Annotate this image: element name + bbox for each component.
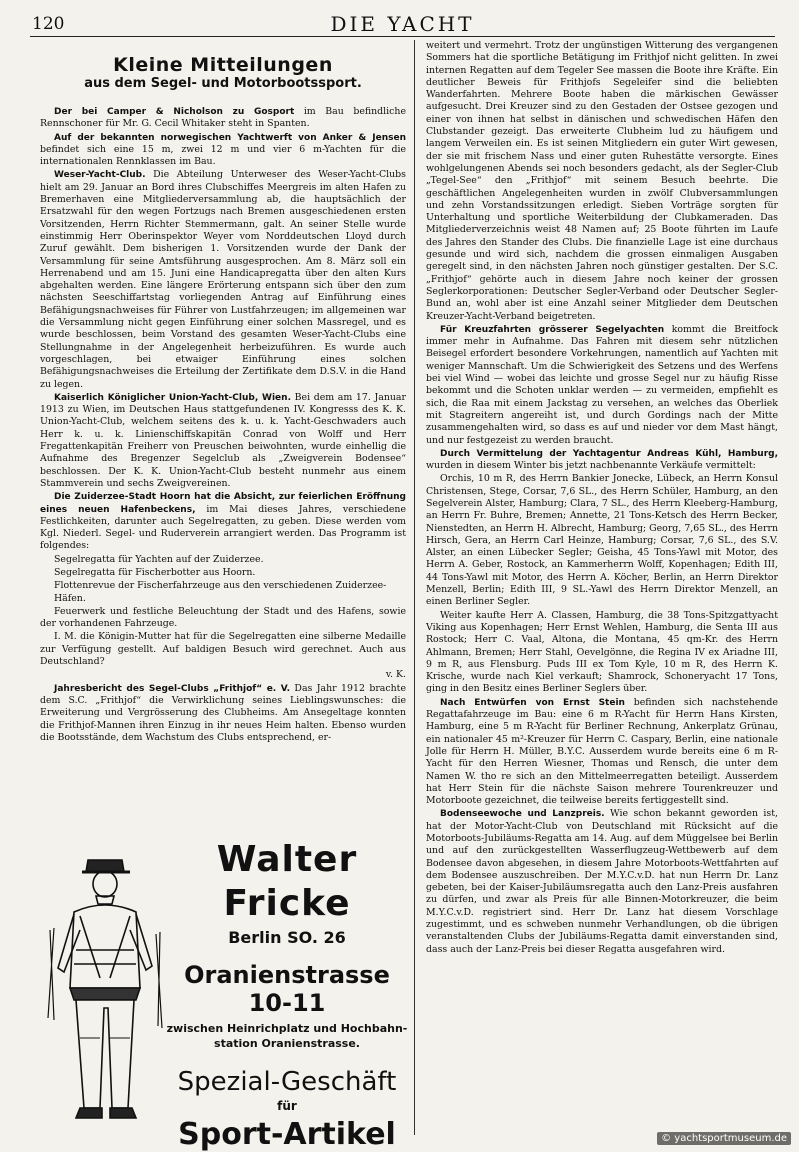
shop-goods: Sport-Artikel <box>178 1117 396 1152</box>
page-number: 120 <box>32 14 65 34</box>
paragraph-bodenseewoche <box>426 808 778 956</box>
signature: v. K. <box>385 669 406 681</box>
paragraph-text: wurden in diesem Winter bis jetzt nachbenannte Verkäufe vermittelt: <box>426 460 756 472</box>
running-title: DIE YACHT <box>330 12 475 36</box>
advertisement-text <box>162 836 412 1152</box>
paragraph-breitfock <box>426 324 778 447</box>
left-column <box>40 46 406 744</box>
paragraph-lead: Für Kreuzfahrten grösserer Segelyachten <box>440 324 665 335</box>
paragraph-text: Das Jahr 1912 brachte dem S.C. „Frithjof“ die Verwirklichung seines Lieblingswunsches: die Erweiterung und Vergrösserung des Clubheims. Am Ansegeltage konnten die Frithjof-Mannen ihren Einzug in ihr neues Heim halten. Ebenso wurden die Bootsstände, dem Wachstum des Clubs entsprechend, er- <box>40 682 406 743</box>
paragraph-lead: Bodenseewoche und Lanzpreis. <box>440 809 605 820</box>
paragraph-camper-nicholson <box>40 106 406 131</box>
location-line: station Oranienstrasse. <box>214 1037 360 1050</box>
column-divider <box>414 40 415 1135</box>
paragraph-ernst-stein <box>426 697 778 808</box>
article-title: Kleine Mitteilungen <box>113 54 333 76</box>
program-item: Flottenrevue der Fischerfahrzeuge aus den verschiedenen Zuiderzee-Häfen. <box>54 580 387 604</box>
paragraph-text: im Mai dieses Jahres, verschiedene Festlichkeiten, darunter auch Segelregatten, zu geben. Diese werden vom Kgl. Niederl. Segel- und Ruderverein arrangiert werden. Das Programm ist folgendes: <box>40 503 406 552</box>
program-item: Segelregatta für Fischerbotter aus Hoorn. <box>54 566 256 578</box>
advertisement <box>40 836 408 1152</box>
paragraph-text: Wie schon bekannt geworden ist, hat der Motor-Yacht-Club von Deutschland mit Rücksicht auf die Motorboots-Jubiläums-Regatta am 14. Aug. auf dem Müggelsee bei Berlin und auf den zurückgestellten Wasserflugzeug-Wettbewerb auf dem Bodensee davon abgesehen, in diesem Jahre Motorboots-Wettfahrten auf dem Bodensee auszuschreiben. Der M.Y.C.v.D. hat nun Herrn Dr. Lanz gebeten, bei der Kaiser-Jubiläumsregatta auch den Lanz-Preis ausfahren zu dürfen, und zwar als Preis für alle Binnen-Motorkreuzer, die beim M.Y.C.v.D. registriert sind. Herr Dr. Lanz hat diesem Vorschlage zugestimmt, und es schweben nunmehr Verhandlungen, ob die übrigen veranstaltenden Clubs der Jubiläums-Regatta damit einverstanden sind, dass auch der Lanz-Preis bei dieser Regatta ausgefahren wird. <box>426 808 778 955</box>
paragraph-anker-jensen <box>40 132 406 169</box>
location-line: zwischen Heinrichplatz und Hochbahn- <box>166 1022 408 1035</box>
paragraph-weser-yacht-club <box>40 169 406 390</box>
paragraph-frithjof-continued: weitert und vermehrt. Trotz der ungünstigen Witterung des vergangenen Sommers hat die sportliche Betätigung im Frithjof nicht gelitten. In zwei internen Regatten auf dem Tegeler See massen die Boote ihre Kräfte. Ein deutlicher Beweis für Frithjofs Segeleifer sind die beliebten Wanderfahrten. Mehrere Boote haben die märkischen Gewässer aufgesucht. Drei Kreuzer sind zu den Gestaden der Ostsee gezogen und einer von ihnen hat selbst in dänischen und schwedischen Häfen den Clubstander gezeigt. Das erweiterte Clubheim lud zu häufigem und langem Verweilen ein. Es ist seinen Mitgliedern ein guter Wirt gewesen, der sie mit frischem Nass und einer guten Ruhestätte versorgte. Eines wohlgelungenen Abends sei noch besonders gedacht, als der Segler-Club „Tegel-See“ den „Frithjof“ mit seinem Besuch beehrte. Die geschäftlichen Angelegenheiten wurden in zwölf Clubversammlungen und zehn Vorstandssitzungen erledigt. Sieben Vorträge sorgten für Unterhaltung und sportliche Weiterbildung der Clubkameraden. Das Mitgliederverzeichnis weist 48 Namen auf; 25 Boote führten im Laufe des Jahres den Stander des Clubs. Die finanzielle Lage ist eine durchaus gesunde und wird sich, nachdem die grossen einmaligen Ausgaben geregelt sind, in den nächsten Jahren noch günstiger gestalten. Der S.C. „Frithjof“ gehörte auch in diesem Jahre noch keiner der grossen Seglerkorporationen: Deutscher Segler-Verband oder Deutscher Segler-Bund an, wohl aber ist eine Anzahl seiner Mitglieder dem Deutschen Kreuzer-Yacht-Verband beigetreten. <box>426 40 778 322</box>
page-header <box>30 10 775 37</box>
paragraph-lead: Jahresbericht des Segel-Clubs „Frithjof“ e. V. <box>54 683 291 694</box>
paragraph-text: befinden sich nachstehende Regattafahrzeuge im Bau: eine 6 m R-Yacht für Herrn Hans Kirsten, Hamburg, eine 5 m R-Yacht für Berliner Rechnung, Ankerplatz Grünau, ein nationaler 45 m²-Kreuzer für Herrn C. Caspary, Berlin, eine nationale Jolle für Herrn H. Müller, B.Y.C. Ausserdem wurde bereits eine 6 m R-Yacht für den Herren Wiesner, Thomas und Rensch, die unter dem Namen W. tho re sich an den Mittelmeerregatten beteiligt. Ausserdem hat Herr Stein für die nächste Saison mehrere Tourenkreuzer und Motorboote gezeichnet, die teilweise bereits fertiggestellt sind. <box>426 696 778 807</box>
program-item: I. M. die Königin-Mutter hat für die Segelregatten eine silberne Medaille zur Verfügung gestellt. Auf baldigen Besuch wird gerechnet. Auch aus Deutschland? <box>40 631 406 668</box>
paragraph-text: Die Abteilung Unterweser des Weser-Yacht-Clubs hielt am 29. Januar an Bord ihres Clubschiffes Meergreis im alten Hafen zu Bremerhaven eine Mitgliederversammlung ab, die hauptsächlich der Ersatzwahl für den wegen Fortzugs nach Bremen ausgeschiedenen ersten Vorsitzenden, Herrn Richter Stemmermann, galt. An seiner Stelle wurde einstimmig Herr Oberinspektor Weyer vom Norddeutschen Lloyd durch Zuruf gewählt. Dem bisherigen 1. Vorsitzenden wurde der Dank der Versammlung für seine Amtsführung ausgesprochen. Am 8. März soll ein Herrenabend und am 15. Juni eine Handicapregatta über den alten Kurs abgehalten werden. Eine längere Erörterung entspann sich über den zum nächsten Seeschiffartstag vorliegenden Antrag auf Einführung eines Befähigungsnachweises für Führer von Lustfahrzeugen; im allgemeinen war die Versammlung nicht gegen Einführung einer solchen Massregel, und es wurde beschlossen, beim Vorstand des gesamten Weser-Yacht-Clubs eine Stellungnahme in der Angelegenheit herbeizuführen. Es wurde auch vorgeschlagen, bei etwaiger Einführung eines solchen Befähigungsnachweises die Erteilung der Zertifikate dem D.S.V. in die Hand zu legen. <box>40 169 406 390</box>
advertiser-city: Berlin SO. 26 <box>228 928 346 947</box>
paragraph-kuehl <box>426 448 778 473</box>
paragraph-lead: Durch Vermittelung der Yachtagentur Andreas Kühl, Hamburg, <box>440 448 778 459</box>
paragraph-hoorn <box>40 491 406 552</box>
advertiser-location <box>162 1021 412 1051</box>
shop-fuer: für <box>277 1099 297 1113</box>
program-item: Feuerwerk und festliche Beleuchtung der Stadt und des Hafens, sowie der vorhandenen Fahrzeuge. <box>40 605 406 630</box>
sportsman-illustration <box>40 838 170 1128</box>
paragraph-sales-list: Orchis, 10 m R, des Herrn Bankier Jonecke, Lübeck, an Herrn Konsul Christensen, Stege, Corsar, 7,6 SL., des Herrn Schüler, Hamburg, an den Segelverein Alster, Hamburg; Clara, 7 SL., des Herrn Kleeberg-Hamburg, an Herrn Fr. Buhre, Bremen; Annette, 21 Tons-Ketsch des Herrn Becker, Nienstedten, an Herrn H. Albrecht, Hamburg; Georg, 7,65 SL., des Herrn Hirsch, Gera, an Herrn Carl Heinze, Hamburg; Corsar, 7,6 SL., des S.V. Alster, an einen Lübecker Segler; Geisha, 45 Tons-Yawl mit Motor, des Herrn A. Geber, Rostock, an Kammerherrn Wolff, Kopenhagen; Edith III, 44 Tons-Yawl mit Motor, des Herrn A. Köcher, Berlin, an Herrn Direktor Menzell, Berlin; Edith III, 9 SL.-Yawl des Herrn Direktor Menzell, an einen Berliner Segler. <box>426 473 778 608</box>
advertiser-street: Oranienstrasse 10-11 <box>184 961 390 1017</box>
paragraph-lead: Auf der bekannten norwegischen Yachtwerft von Anker & Jensen <box>54 132 406 143</box>
advertiser-name: Walter Fricke <box>216 839 358 924</box>
paragraph-further-sales: Weiter kaufte Herr A. Classen, Hamburg, die 38 Tons-Spitzgattyacht Viking aus Kopenhagen; Herr Ernst Wehlen, Hamburg, die Senta III aus Rostock; Herr C. Vaal, Altona, die Montana, 45 qm-Kr. des Herrn Ahlmann, Bremen; Herr Stahl, Oevelgönne, die Regina IV ex Ariadne III, 9 m R, aus Flensburg. Puds III ex Tom Kyle, 10 m R, des Herrn K. Krische, wurde nach Kiel verkauft; Shamrock, Schoneryacht 17 Tons, ging in den Besitz eines Berliner Seglers über. <box>426 609 778 695</box>
paragraph-text: im Bau befindliche Rennschoner für Mr. G. Cecil Whitaker steht in Spanten. <box>40 106 406 130</box>
shop-type: Spezial-Geschäft <box>177 1067 397 1097</box>
right-column <box>426 40 778 956</box>
paragraph-text: kommt die Breitfock immer mehr in Aufnahme. Das Fahren mit diesem sehr nützlichen Beisegel erfordert besondere Vorkehrungen, namentlich auf Yachten mit weniger Mannschaft. Um die Schwierigkeit des Setzens und des Werfens bei viel Wind — wobei das leichte und grosse Segel nur zu häufig Risse bekommt und die Schoten unklar werden — zu vermeiden, empfiehlt es sich, die Raa mit einem Jackstag zu versehen, an welches das Oberliek mit Stagreitern angereiht ist, und durch Gordings nach der Mitte zusammengehalten wird, so dass es auf und nieder vor dem Mast hängt, und nur festgezeist zu werden braucht. <box>426 323 778 446</box>
paragraph-lead: Der bei Camper & Nicholson zu Gosport <box>54 107 295 117</box>
paragraph-frithjof <box>40 683 406 744</box>
article-subtitle: aus dem Segel- und Motorbootssport. <box>84 76 362 91</box>
paragraph-lead: Weser-Yacht-Club. <box>54 170 146 181</box>
program-item: Segelregatta für Yachten auf der Zuiderzee. <box>54 553 264 565</box>
paragraph-lead: Nach Entwürfen von Ernst Stein <box>440 697 625 708</box>
paragraph-text: Bei dem am 17. Januar 1913 zu Wien, im Deutschen Haus stattgefundenen IV. Kongresss des K. K. Union-Yacht-Club, welchem seitens des k. u. k. Yacht-Geschwaders auch Herr k. u. k. Linienschiffskapitän Conrad von Wolff und Herr Fregattenkapitän Freiherr von Preuschen beiwohnten, wurde einhellig die Aufnahme des Bregenzer Segelclub als „Zweigverein Bodensee“ beschlossen. Der K. K. Union-Yacht-Club besteht nunmehr aus einem Stammverein und sechs Zweigvereinen. <box>40 391 406 489</box>
watermark: © yachtsportmuseum.de <box>657 1132 791 1145</box>
paragraph-text: befindet sich eine 15 m, zwei 12 m und vier 6 m-Yachten für die internationalen Rennklassen im Bau. <box>40 143 406 168</box>
paragraph-lead: Die Zuiderzee-Stadt Hoorn hat die Absicht, zur feierlichen Eröffnung eines neuen Hafenbeckens, <box>40 492 406 515</box>
paragraph-union-yacht-club <box>40 392 406 490</box>
paragraph-lead: Kaiserlich Königlicher Union-Yacht-Club, Wien. <box>54 392 291 403</box>
